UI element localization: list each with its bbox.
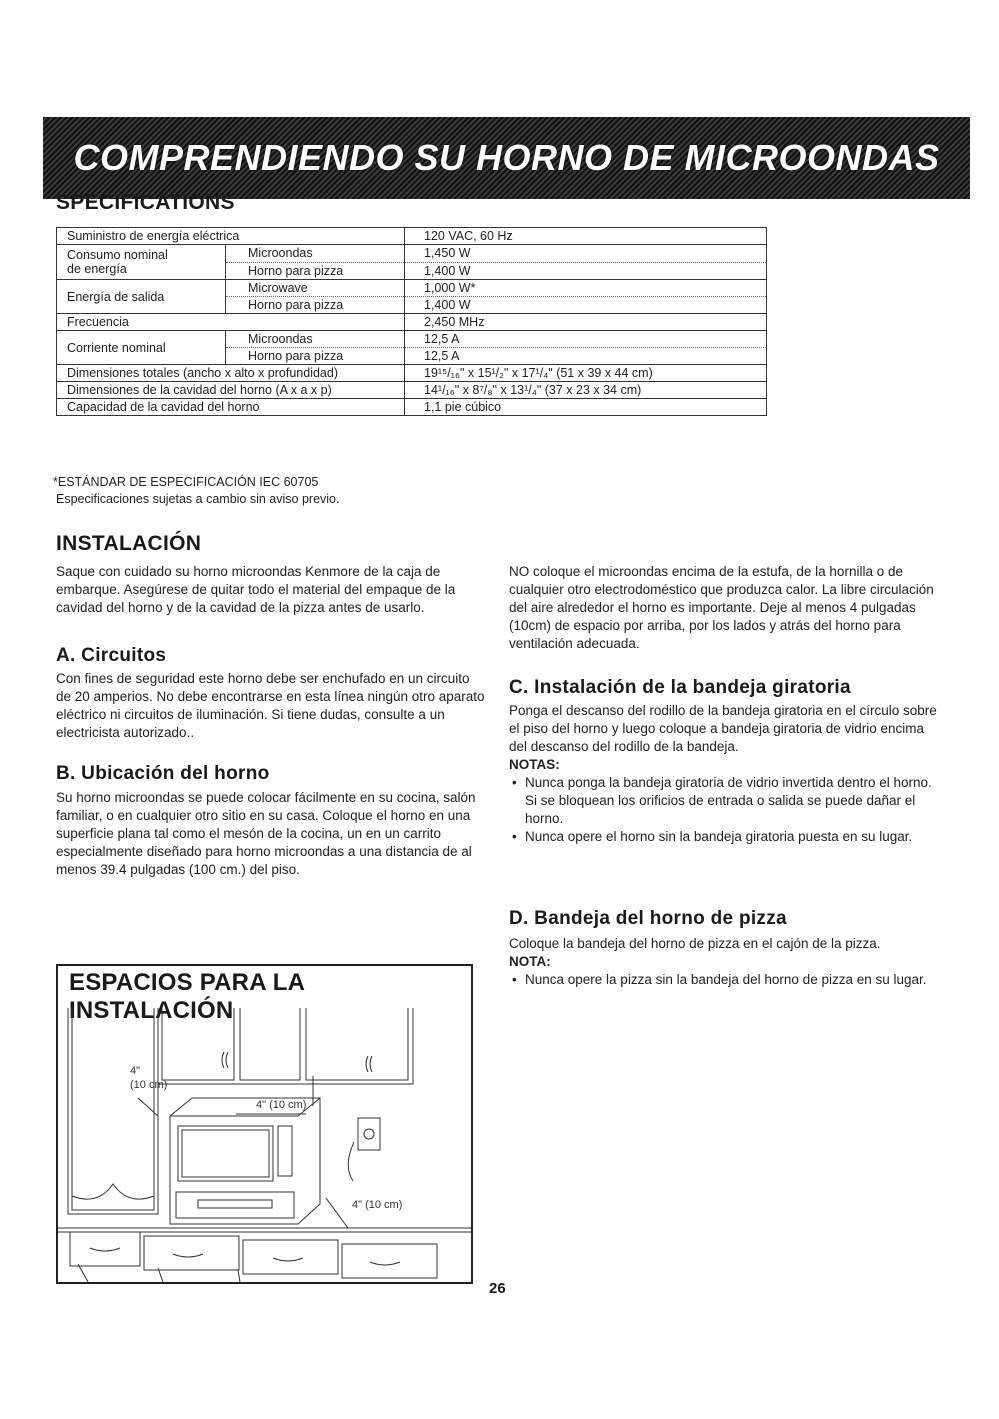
spec-notes (53, 474, 340, 508)
specifications-table (56, 227, 767, 416)
page-number: 26 (489, 1280, 506, 1297)
table-row (57, 314, 767, 331)
spec-label: Dimensiones de la cavidad del horno (A x a x p) (57, 382, 405, 399)
spec-label-line: de energía (67, 262, 127, 276)
pizza-tray-note-label: NOTA: (509, 954, 551, 969)
list-item: • Nunca opere el horno sin la bandeja giratoria puesta en su lugar. (509, 828, 937, 846)
spec-value: 1,400 W (405, 262, 767, 280)
diagram-title: ESPACIOS PARA LA INSTALACIÓN (69, 969, 305, 1024)
table-row (57, 245, 767, 263)
clearance-side-label: 4" (10 cm) (256, 1099, 307, 1111)
table-row (57, 399, 767, 416)
spec-label: Suministro de energía eléctrica (57, 228, 405, 245)
turntable-notes-label: NOTAS: (509, 757, 560, 772)
spec-sublabel: Microondas (226, 331, 405, 348)
circuits-heading: A. Circuitos (56, 645, 167, 666)
location-text: Su horno microondas se puede colocar fácilmente en su cocina, salón familiar, o en cualquier otro sitio en su casa. Coloque el horno en una superficie plana tal como el mesón de la cocina, un en un carrito especialmente diseñado para horno microondas a una distancia de al menos 39.4 pulgadas (100 cm.) del piso. (56, 790, 476, 877)
pizza-tray-text: Coloque la bandeja del horno de pizza en el cajón de la pizza. (509, 936, 881, 951)
clearance-back-label: 4" (10 cm) (352, 1199, 403, 1211)
spec-value: 1,450 W (405, 245, 767, 263)
spec-sublabel: Microondas (226, 245, 405, 263)
spec-value: 1,000 W* (405, 280, 767, 297)
spec-value: 14¹/₁₆" x 8⁷/₈" x 13¹/₄" (37 x 23 x 34 cm) (405, 382, 767, 399)
table-row (57, 228, 767, 245)
list-item: • Nunca opere la pizza sin la bandeja del horno de pizza en su lugar. (509, 971, 937, 989)
banner-title: COMPRENDIENDO SU HORNO DE MICROONDAS (73, 137, 940, 178)
clearance-top-metric: (10 cm) (130, 1079, 168, 1091)
ventilation-text: NO coloque el microondas encima de la estufa, de la hornilla o de cualquier otro electrodoméstico que produzca calor. La libre circulación del aire alrededor el horno es importante. Deje al menos 4 pulgadas (10cm) de espacio por arriba, por los lados y atrás del horno para ventilación adecuada. (509, 564, 934, 651)
spec-disclaimer: Especificaciones sujetas a cambio sin aviso previo. (56, 492, 340, 506)
turntable-text: Ponga el descanso del rodillo de la bandeja giratoria en el círculo sobre el piso del horno y luego coloque a bandeja giratoria de vidrio encima del descanso del rodillo de la bandeja. (509, 703, 937, 754)
clearance-top-value: 4" (130, 1065, 141, 1077)
pizza-tray-section (509, 935, 937, 989)
spec-value: 19¹⁵/₁₆" x 15¹/₂" x 17¹/₄" (51 x 39 x 44 cm) (405, 365, 767, 382)
spec-label: Frecuencia (57, 314, 405, 331)
spec-label: Dimensiones totales (ancho x alto x profundidad) (57, 365, 405, 382)
spec-value: 120 VAC, 60 Hz (405, 228, 767, 245)
installation-intro: Saque con cuidado su horno microondas Kenmore de la caja de embarque. Asegúrese de quitar todo el material del empaque de la cavidad del horno y de la cavidad de la pizza antes de usarlo. (56, 564, 456, 615)
installation-clearance-diagram (56, 964, 473, 1284)
specifications-heading: SPECIFICATIONS (56, 191, 235, 214)
table-row (57, 382, 767, 399)
spec-label (57, 245, 226, 280)
table-row (57, 365, 767, 382)
turntable-section (509, 702, 937, 846)
spec-label: Corriente nominal (57, 331, 226, 365)
location-heading: B. Ubicación del horno (56, 763, 270, 784)
spec-footnote: *ESTÁNDAR DE ESPECIFICACIÓN IEC 60705 (53, 475, 319, 489)
installation-heading: INSTALACIÓN (56, 532, 202, 555)
spec-label: Capacidad de la cavidad del horno (57, 399, 405, 416)
circuits-text: Con fines de seguridad este horno debe ser enchufado en un circuito de 20 amperios. No debe encontrarse en esta línea ningún otro aparato eléctrico ni circuitos de iluminación. Si tiene dudas, consulte a un electricista autorizado.. (56, 671, 485, 740)
list-item: • Nunca ponga la bandeja giratoria de vidrio invertida dentro el horno. Si se bloquean los orificios de entrada o salida se puede dañar el horno. (509, 774, 937, 828)
kitchen-illustration (58, 966, 471, 1282)
spec-value: 1,400 W (405, 297, 767, 314)
spec-value: 12,5 A (405, 348, 767, 365)
section-banner (43, 117, 970, 199)
pizza-tray-heading: D. Bandeja del horno de pizza (509, 908, 787, 929)
table-row (57, 331, 767, 348)
turntable-heading: C. Instalación de la bandeja giratoria (509, 677, 851, 698)
spec-sublabel: Horno para pizza (226, 348, 405, 365)
spec-value: 1,1 pie cúbico (405, 399, 767, 416)
spec-sublabel: Horno para pizza (226, 297, 405, 314)
spec-label-line: Consumo nominal (67, 248, 168, 262)
spec-value: 2,450 MHz (405, 314, 767, 331)
spec-sublabel: Horno para pizza (226, 262, 405, 280)
spec-label: Energía de salida (57, 280, 226, 314)
spec-sublabel: Microwave (226, 280, 405, 297)
spec-value: 12,5 A (405, 331, 767, 348)
table-row (57, 280, 767, 297)
